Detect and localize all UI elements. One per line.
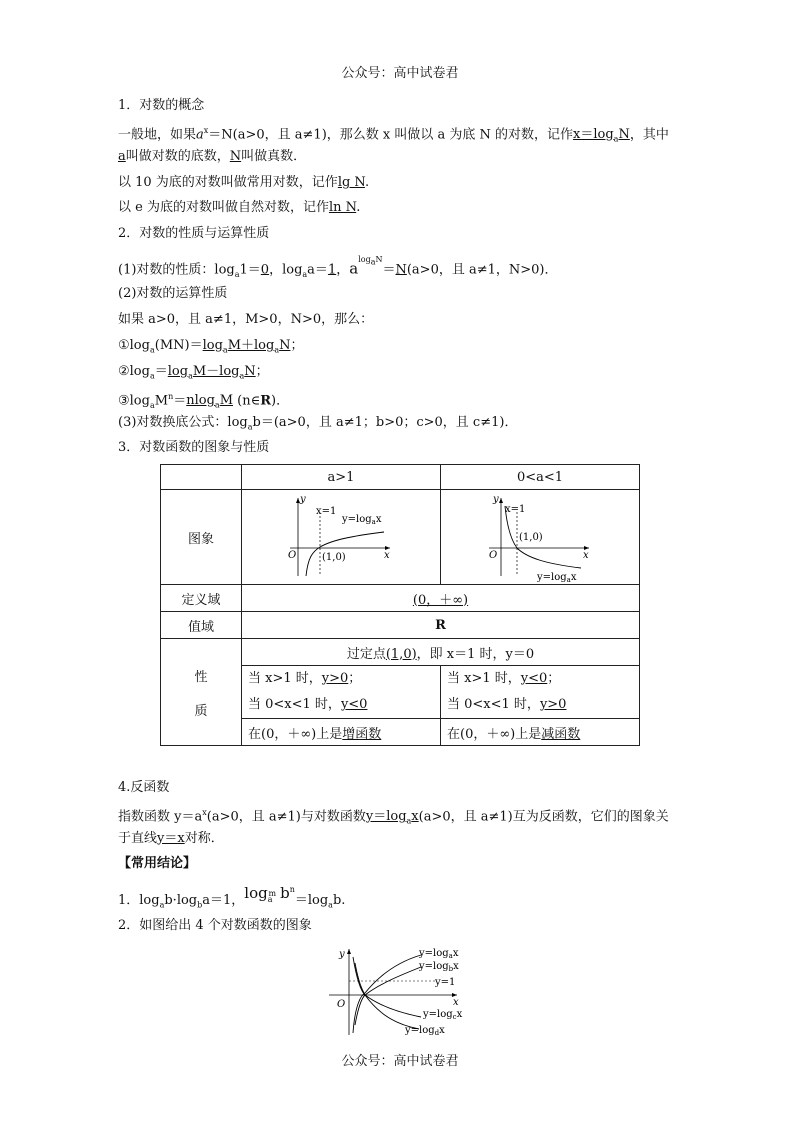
row-label-properties: 性 质 bbox=[161, 639, 242, 746]
col-header-a-gt-1: a>1 bbox=[242, 465, 441, 490]
x-equals-1-label: x=1 bbox=[505, 504, 526, 515]
sign-property-increasing: 当 x>1 时，y>0； 当 0<x<1 时，y<0 bbox=[242, 666, 441, 719]
fixed-point-label: (1,0) bbox=[322, 552, 346, 563]
change-of-base-line: (3)对数换底公式：$\log_ab=(a>0$，且 a≠1；b>0；c>0，且 c≠1)． bbox=[118, 415, 518, 432]
operation-properties-heading: (2)对数的运算性质 bbox=[118, 286, 228, 301]
base-and-argument-line: a叫做对数的底数，N叫做真数． bbox=[118, 149, 307, 164]
four-log-functions-figure bbox=[325, 945, 475, 1037]
quotient-rule-line: $②\log_a=\log_aM-\log_aN$； bbox=[118, 364, 269, 381]
domain-value: (0，＋∞) bbox=[242, 585, 640, 612]
y-equals-1-label: y=1 bbox=[435, 977, 456, 988]
curve-b-label: $y=\log_bx$ bbox=[419, 961, 459, 973]
range-value: R bbox=[242, 612, 640, 639]
row-label-graph: 图象 bbox=[161, 490, 242, 585]
table-corner-cell bbox=[161, 465, 242, 490]
increasing-log-graph bbox=[286, 492, 396, 582]
figure-origin-label: O bbox=[337, 999, 346, 1010]
row-label-range: 值域 bbox=[161, 612, 242, 639]
origin-label: O bbox=[489, 550, 498, 561]
origin-label: O bbox=[288, 550, 297, 561]
section-2-title: 2．对数的性质与运算性质 bbox=[118, 226, 270, 241]
symmetry-line: 于直线y＝x对称． bbox=[118, 831, 224, 846]
curve-d-label: $y=\log_dx$ bbox=[405, 1025, 445, 1037]
log-properties-line: (1)对数的性质：$\log_a1=0$，$\log_aa=1$，$a^{log_aN}=N(a>0$，且 a≠1，N>0)． bbox=[118, 255, 558, 279]
axis-x-label: x bbox=[384, 550, 390, 561]
natural-log-line: 以 e 为底的对数叫做自然对数，记作ln N. bbox=[118, 200, 361, 215]
common-conclusions-title: 【常用结论】 bbox=[118, 856, 197, 871]
log-function-table bbox=[160, 464, 640, 746]
conclusion-1-line: 1．$\log_ab\cdot\log_ba=1$，$\log_a^m b^n=\log_ab$. bbox=[118, 884, 346, 910]
monotonic-decreasing: 在(0，＋∞)上是减函数 bbox=[441, 719, 640, 746]
graph-decreasing bbox=[441, 490, 640, 585]
conclusion-2-line: 2．如图给出 4 个对数函数的图象 bbox=[118, 918, 312, 933]
fixed-point-property: 过定点(1,0)，即 x＝1 时，y＝0 bbox=[242, 639, 640, 666]
graph-increasing bbox=[242, 490, 441, 585]
product-rule-line: $①\log_a(MN)=\log_aM+\log_aN$； bbox=[118, 338, 304, 355]
curve-label: $y=\log_ax$ bbox=[342, 514, 382, 526]
section-4-title: 4.反函数 bbox=[118, 780, 170, 795]
axis-x-label: x bbox=[583, 550, 589, 561]
decreasing-log-graph bbox=[485, 492, 595, 582]
row-label-domain: 定义域 bbox=[161, 585, 242, 612]
figure-x-label: x bbox=[453, 997, 459, 1008]
axis-y-label: y bbox=[300, 494, 306, 505]
col-header-a-lt-1: 0<a<1 bbox=[441, 465, 640, 490]
axis-y-label: y bbox=[493, 494, 499, 505]
log-definition-line: 一般地，如果$a^x=N(a>0$，且 a≠1)，那么数 x 叫做以 a 为底 N 的对数，记作$x=\log_aN$，其中 bbox=[118, 126, 669, 144]
inverse-function-line: 指数函数 $y=a^x(a>0$，且 a≠1)与对数函数$y=\log_ax(a>0$，且 a≠1)互为反函数，它们的图象关 bbox=[118, 808, 669, 826]
x-equals-1-label: x=1 bbox=[316, 506, 337, 517]
fixed-point-label: (1,0) bbox=[519, 532, 543, 543]
figure-y-label: y bbox=[339, 949, 345, 960]
curve-label: $y=\log_ax$ bbox=[537, 572, 577, 582]
curve-c-label: $y=\log_cx$ bbox=[423, 1009, 463, 1021]
common-log-line: 以 10 为底的对数叫做常用对数，记作lg N. bbox=[118, 175, 370, 190]
power-rule-line: $③\log_aM^n=nlog_aM$ (n∈R)． bbox=[118, 392, 290, 410]
monotonic-increasing: 在(0，＋∞)上是增函数 bbox=[242, 719, 441, 746]
curve-a-label: $y=\log_ax$ bbox=[419, 948, 459, 960]
page-footer: 公众号：高中试卷君 bbox=[341, 1054, 459, 1069]
section-1-title: 1．对数的概念 bbox=[118, 98, 205, 113]
conditions-line: 如果 a>0，且 a≠1，M>0，N>0，那么： bbox=[118, 312, 374, 327]
page-header: 公众号：高中试卷君 bbox=[341, 66, 459, 81]
section-3-title: 3．对数函数的图象与性质 bbox=[118, 440, 270, 455]
sign-property-decreasing: 当 x>1 时，y<0； 当 0<x<1 时，y>0 bbox=[441, 666, 640, 719]
